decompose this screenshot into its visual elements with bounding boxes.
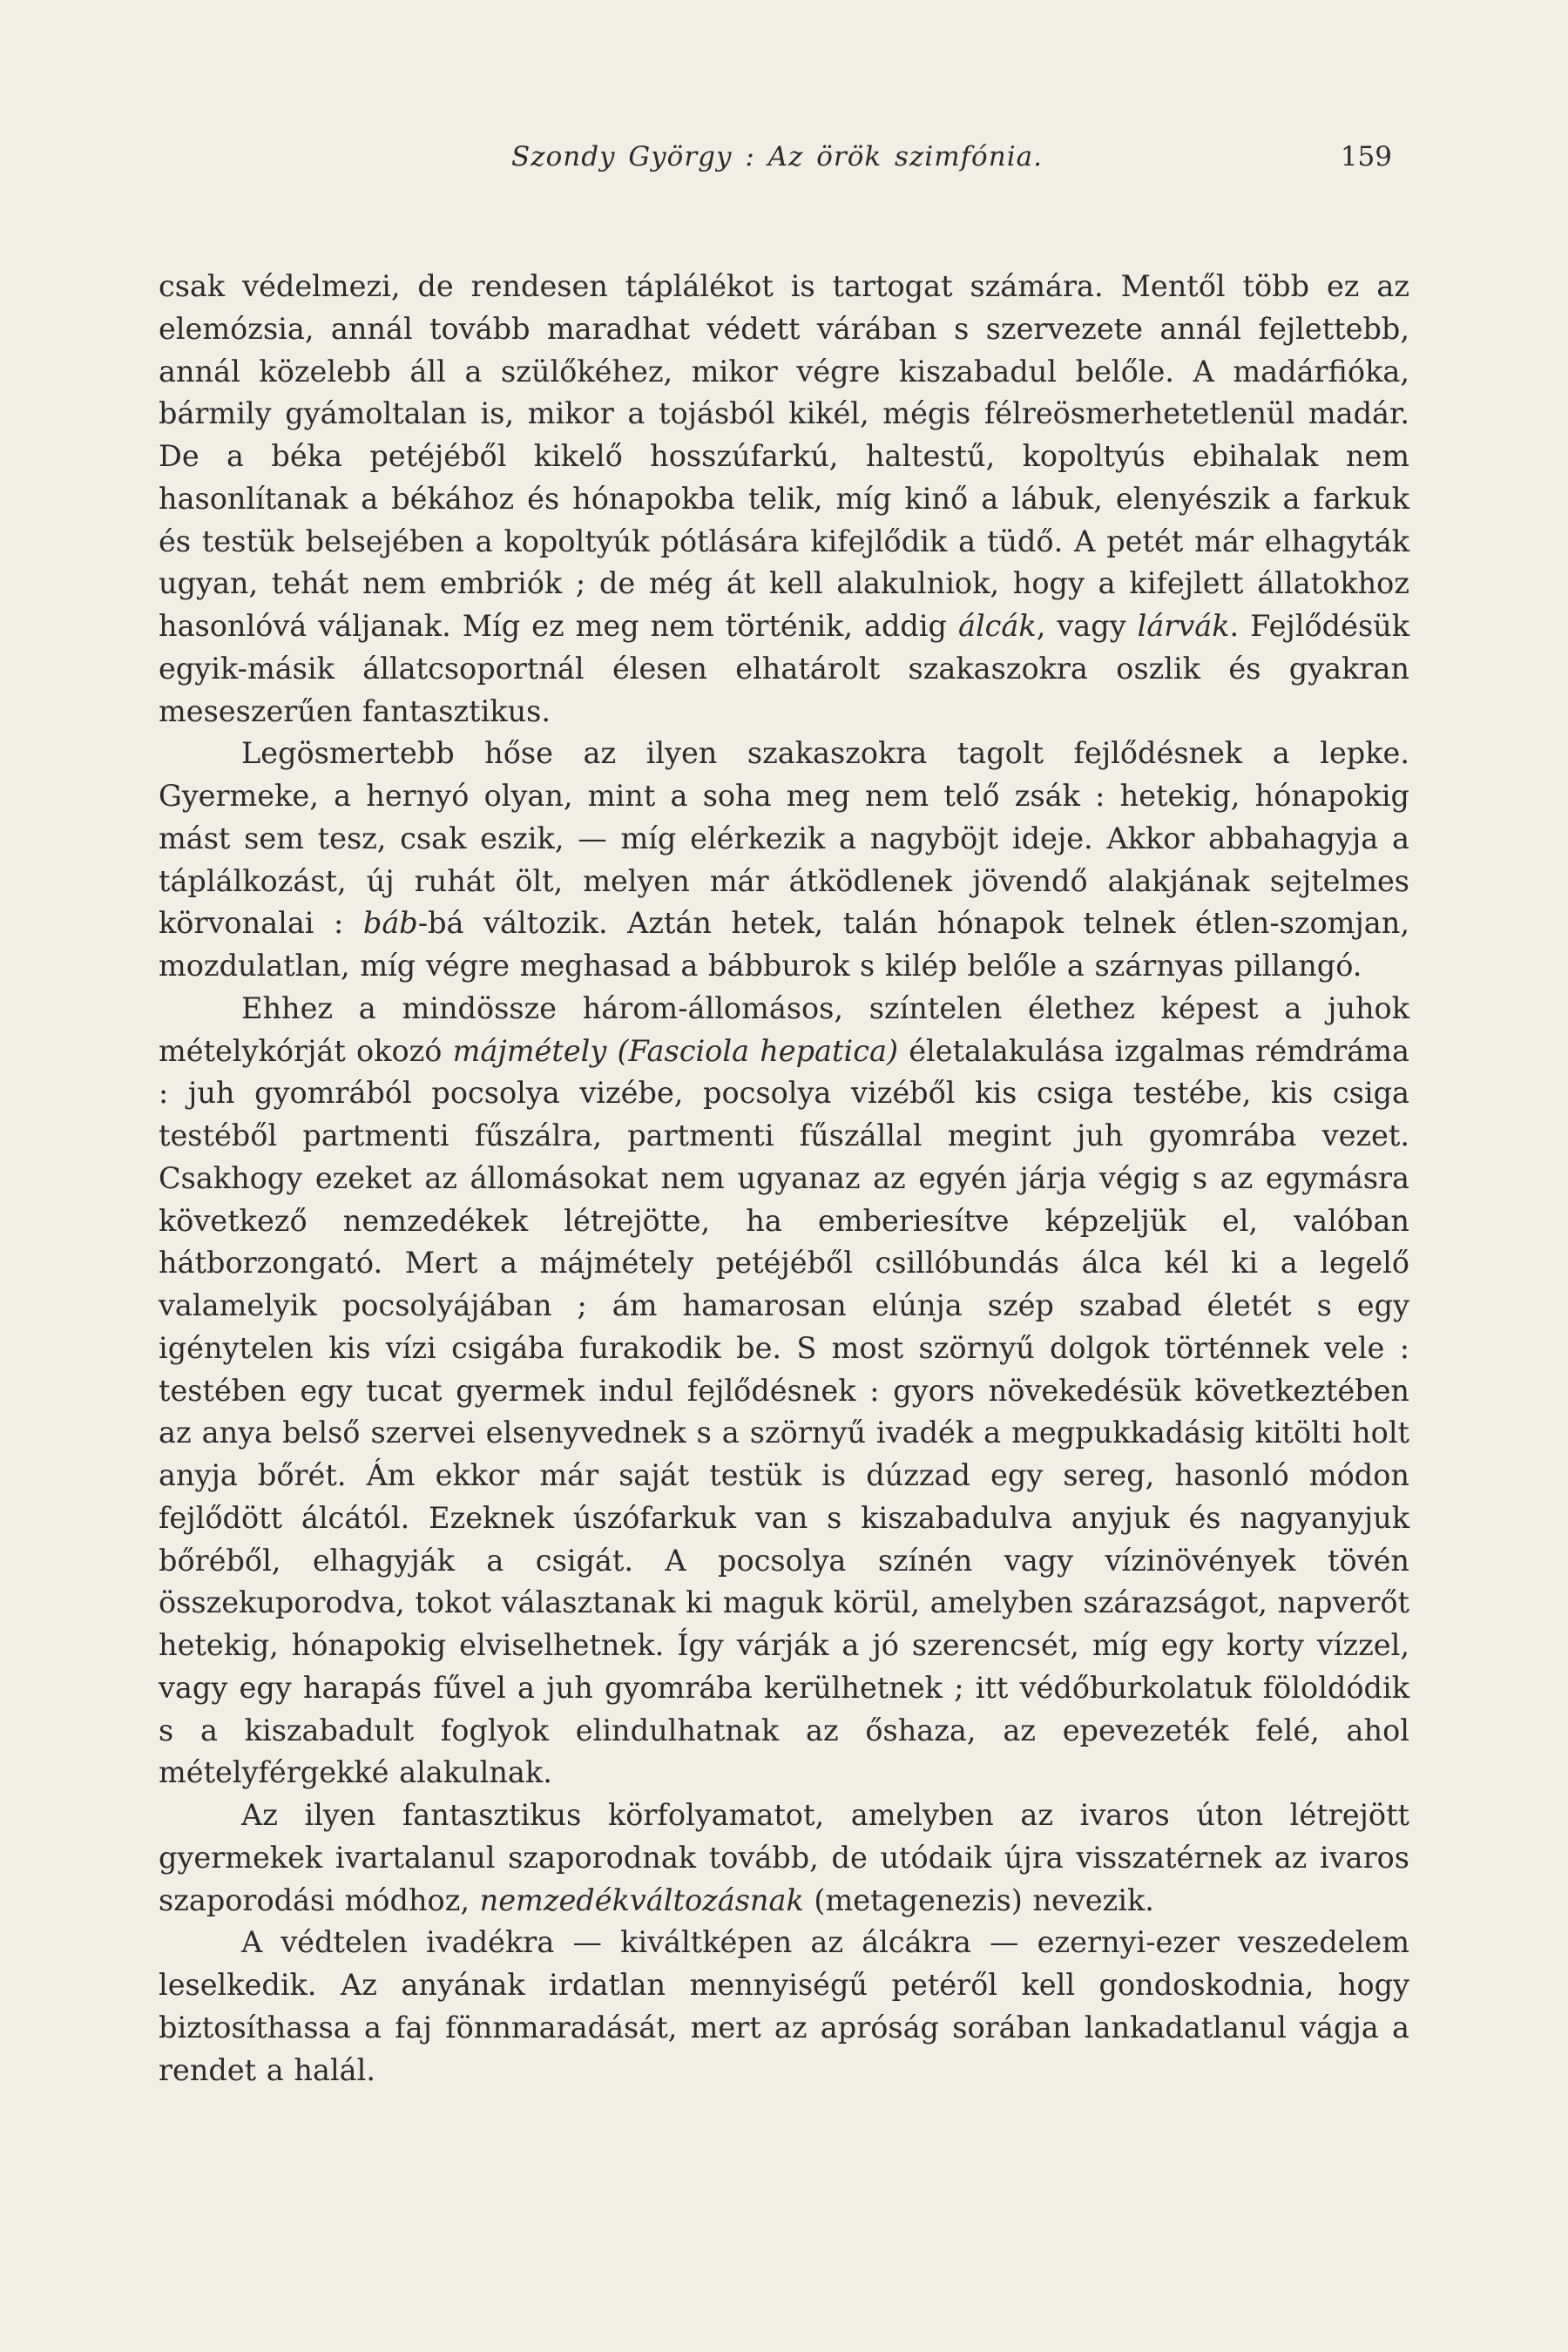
text-run: A védtelen ivadékra — kiváltképen az álcákra — ezernyi-ezer veszedelem leselkedik. Az anyának irdatlan mennyiségű petéről kell gondoskodnia, hogy biztosíthassa a faj fönnmaradását, mert az apróság sorában lankadatlanul vágja a rendet a halál. <box>159 1925 1409 2087</box>
italic-term: nemzedékváltozásnak <box>479 1882 804 1917</box>
text-run: Ehhez a mindössze három-állomásos, színtelen élethez képest a juhok mételykórját okozó <box>159 990 1409 1068</box>
page-number: 159 <box>1340 141 1392 172</box>
text-run: csak védelmezi, de rendesen táplálékot is tartogat számára. Mentől több ez az elemózsia, annál tovább maradhat védett várában s szervezete annál fejlettebb, annál közelebb áll a szülőkéhez, mikor végre kiszabadul belőle. A madárfióka, bármily gyámoltalan is, mikor a tojásból kikél, mégis félreösmerhetetlenül madár. De a béka petéjéből kikelő hosszúfarkú, haltestű, kopoltyús ebihalak nem hasonlítanak a békához és hónapokba telik, míg kinő a lábuk, elenyészik a farkuk és testük belsejében a kopoltyúk pótlására kifejlődik a tüdő. A petét már elhagyták ugyan, tehát nem embriók ; de még át kell alakulniok, hogy a kifejlett állatokhoz hasonlóvá váljanak. Míg ez meg nem történik, addig <box>159 269 1409 643</box>
italic-term: lárvák <box>1137 609 1230 643</box>
body-text <box>159 266 1409 2092</box>
paragraph <box>159 266 1409 733</box>
running-title: Szondy György : Az örök szimfónia. <box>511 141 1043 172</box>
italic-term: báb <box>362 906 418 941</box>
text-run: (metagenezis) nevezik. <box>803 1882 1154 1917</box>
text-run: Legösmertebb hőse az ilyen szakaszokra tagolt fejlődésnek a lepke. Gyermeke, a hernyó olyan, mint a soha meg nem telő zsák : hetekig, hónapokig mást sem tesz, csak eszik, — míg elérkezik a nagyböjt ideje. Akkor abbahagyja a táplálkozást, új ruhát ölt, melyen már átködlenek jövendő alakjának sejtelmes körvonalai : <box>159 736 1409 941</box>
paragraph <box>159 988 1409 1794</box>
italic-term: májmétely (Fasciola hepatica) <box>452 1033 899 1068</box>
paragraph <box>159 1922 1409 2092</box>
text-run: , vagy <box>1036 609 1138 643</box>
paragraph <box>159 733 1409 988</box>
paragraph <box>159 1794 1409 1922</box>
italic-term: álcák <box>957 609 1037 643</box>
text-run: -bá változik. Aztán hetek, talán hónapok telnek étlen-szomjan, mozdulatlan, míg végre meghasad a bábburok s kilép belőle a szárnyas pillangó. <box>159 906 1409 983</box>
text-run: Az ilyen fantasztikus körfolyamatot, amelyben az ivaros úton létrejött gyermekek ivartalanul szaporodnak tovább, de utódaik újra visszatérnek az ivaros szaporodási módhoz, <box>159 1798 1409 1917</box>
text-run: életalakulása izgalmas rémdráma : juh gyomrából pocsolya vizébe, pocsolya vizéből kis csiga testébe, kis csiga testéből partmenti fűszálra, partmenti fűszállal megint juh gyomrába vezet. Csakhogy ezeket az állomásokat nem ugyanaz az egyén járja végig s az egymásra következő nemzedékek létrejötte, ha emberiesítve képzeljük el, valóban hátborzongató. Mert a májmétely petéjéből csillóbundás álca kél ki a legelő valamelyik pocsolyájában ; ám hamarosan elúnja szép szabad életét s egy igénytelen kis vízi csigába furakodik be. S most szörnyű dolgok történnek vele : testében egy tucat gyermek indul fejlődésnek : gyors növekedésük következtében az anya belső szervei elsenyvednek s a szörnyű ivadék a megpukkadásig kitölti holt anyja bőrét. Ám ekkor már saját testük is dúzzad egy sereg, hasonló módon fejlődött álcától. Ezeknek úszófarkuk van s kiszabadulva anyjuk és nagyanyjuk bőréből, elhagyják a csigát. A pocsolya színén vagy vízinövények tövén összekuporodva, tokot választanak ki maguk körül, amelyben szárazságot, napverőt hetekig, hónapokig elviselhetnek. Így várják a jó szerencsét, míg egy korty vízzel, vagy egy harapás fűvel a juh gyomrába kerülhetnek ; itt védőburkolatuk föloldódik s a kiszabadult foglyok elindulhatnak az őshaza, az epevezeték felé, ahol mételyférgekké alakulnak. <box>159 1033 1409 1790</box>
text-run: . Fejlődésük egyik-másik állatcsoportnál élesen elhatárolt szakaszokra oszlik és gyakran meseszerűen fantasztikus. <box>159 609 1410 728</box>
running-header <box>159 141 1409 176</box>
